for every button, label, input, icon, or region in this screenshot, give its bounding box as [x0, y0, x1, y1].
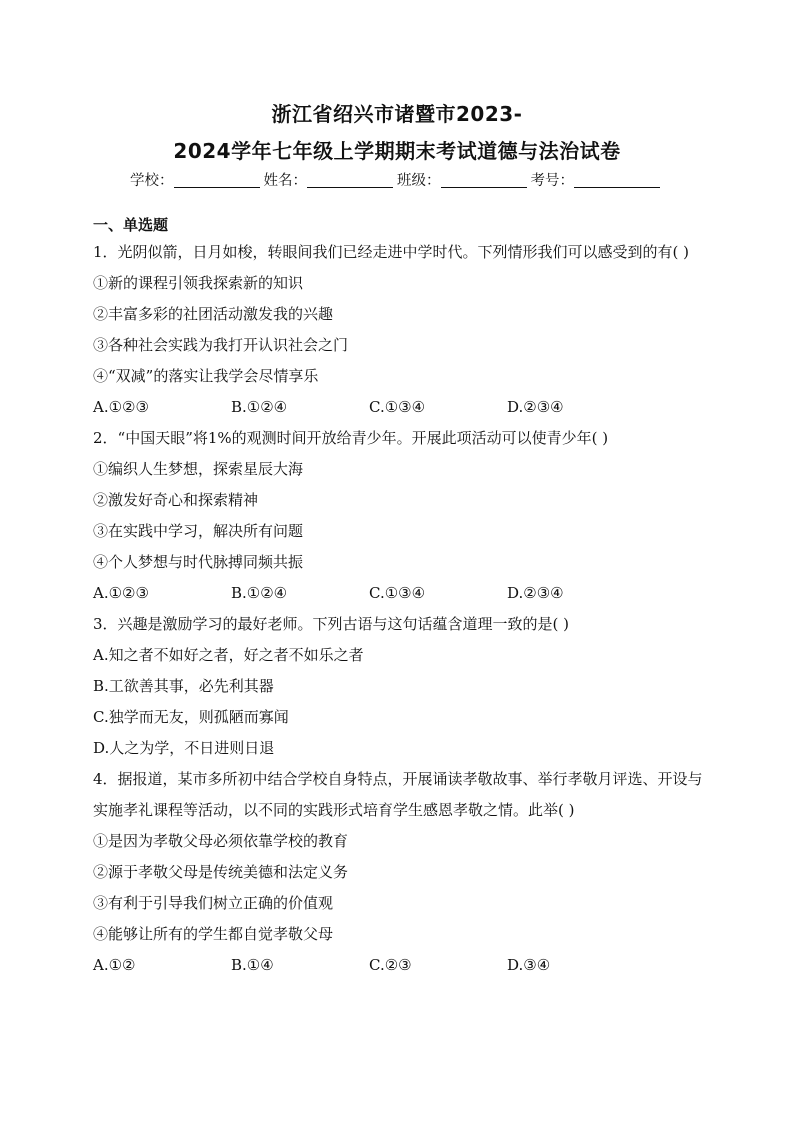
exam-number-blank[interactable] — [574, 171, 660, 188]
exam-content — [93, 213, 713, 981]
statement-item: ④能够让所有的学生都自觉孝敬父母 — [93, 925, 334, 943]
answer-options — [93, 578, 713, 609]
question-stem: 2．“中国天眼”将1%的观测时间开放给青少年。开展此项活动可以使青少年( ) — [93, 429, 609, 447]
section-title: 一、单选题 — [93, 216, 169, 234]
option-d[interactable]: D.②③④ — [507, 584, 564, 602]
option-d[interactable]: D.人之为学，不日进则日退 — [93, 739, 275, 757]
option-b[interactable]: B.①②④ — [231, 398, 288, 416]
statement-item: ③在实践中学习，解决所有问题 — [93, 522, 304, 540]
question-1 — [93, 237, 713, 423]
answer-options — [93, 392, 713, 423]
question-4 — [93, 764, 713, 981]
exam-title-line1: 浙江省绍兴市诸暨市2023- — [271, 102, 523, 126]
question-2 — [93, 423, 713, 609]
option-a[interactable]: A.①② — [93, 956, 136, 974]
option-b[interactable]: B.①④ — [231, 956, 274, 974]
question-stem: 1．光阴似箭，日月如梭，转眼间我们已经走进中学时代。下列情形我们可以感受到的有( ) — [93, 243, 690, 261]
school-blank[interactable] — [174, 171, 260, 188]
option-c[interactable]: C.独学而无友，则孤陋而寡闻 — [93, 708, 289, 726]
name-label: 姓名： — [263, 173, 307, 189]
question-stem: 3．兴趣是激励学习的最好老师。下列古语与这句话蕴含道理一致的是( ) — [93, 615, 570, 633]
statement-item: ①是因为孝敬父母必须依靠学校的教育 — [93, 832, 349, 850]
option-d[interactable]: D.③④ — [507, 956, 551, 974]
option-d[interactable]: D.②③④ — [507, 398, 564, 416]
option-c[interactable]: C.①③④ — [369, 398, 426, 416]
statement-item: ③有利于引导我们树立正确的价值观 — [93, 894, 334, 912]
statement-item: ④“双减”的落实让我学会尽情享乐 — [93, 367, 319, 385]
option-a[interactable]: A.①②③ — [93, 398, 149, 416]
option-c[interactable]: C.①③④ — [369, 584, 426, 602]
statement-item: ②激发好奇心和探索精神 — [93, 491, 259, 509]
statement-item: ③各种社会实践为我打开认识社会之门 — [93, 336, 349, 354]
option-a[interactable]: A.①②③ — [93, 584, 149, 602]
question-3 — [93, 609, 713, 764]
statement-item: ②源于孝敬父母是传统美德和法定义务 — [93, 863, 349, 881]
school-label: 学校： — [130, 173, 174, 189]
option-c[interactable]: C.②③ — [369, 956, 412, 974]
statement-item: ④个人梦想与时代脉搏同频共振 — [93, 553, 304, 571]
question-stem: 4．据报道，某市多所初中结合学校自身特点，开展诵读孝敬故事、举行孝敬月评选、开设与实施孝礼课程等活动，以不同的实践形式培育学生感恩孝敬之情。此举( ) — [93, 770, 703, 819]
option-b[interactable]: B.工欲善其事，必先利其器 — [93, 677, 274, 695]
statement-item: ①新的课程引领我探索新的知识 — [93, 274, 304, 292]
class-blank[interactable] — [441, 171, 527, 188]
statement-item: ①编织人生梦想，探索星辰大海 — [93, 460, 304, 478]
exam-title-line2: 2024学年七年级上学期期末考试道德与法治试卷 — [173, 139, 621, 163]
answer-options — [93, 950, 713, 981]
option-b[interactable]: B.①②④ — [231, 584, 288, 602]
statement-item: ②丰富多彩的社团活动激发我的兴趣 — [93, 305, 334, 323]
exam-number-label: 考号： — [530, 173, 574, 189]
student-info-row — [0, 170, 794, 192]
class-label: 班级： — [397, 173, 441, 189]
option-a[interactable]: A.知之者不如好之者，好之者不如乐之者 — [93, 646, 364, 664]
name-blank[interactable] — [307, 171, 393, 188]
